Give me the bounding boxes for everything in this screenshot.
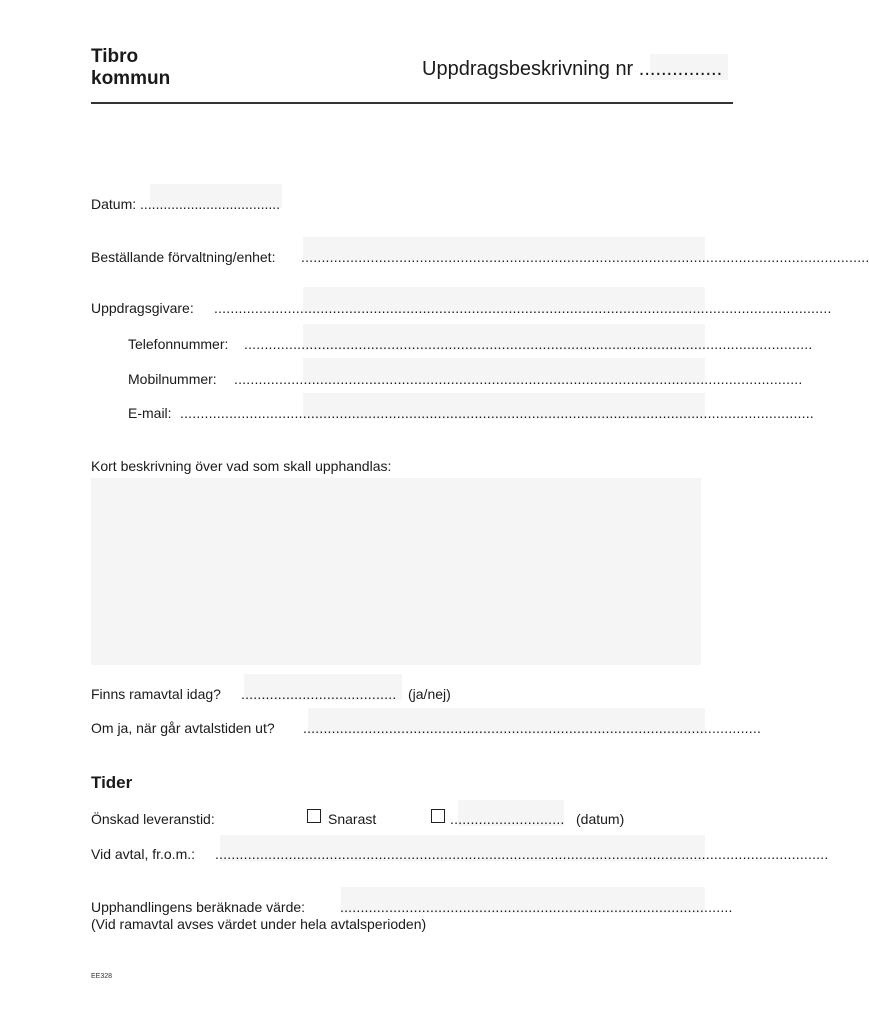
email-dots: ........................................................................................................................................................... <box>180 405 814 421</box>
telefon-label: Telefonnummer: <box>128 336 229 352</box>
datum-label: Datum: .................................... <box>91 196 281 212</box>
ramavtal-dots: ...................................... <box>241 686 397 702</box>
avtalstid-dots: ................................................................................................................ <box>303 720 762 736</box>
snarast-checkbox[interactable] <box>307 809 321 823</box>
varde-note: (Vid ramavtal avses värdet under hela avtalsperioden) <box>91 916 427 932</box>
mobil-label: Mobilnummer: <box>128 371 217 387</box>
beskrivning-textarea[interactable] <box>91 478 701 665</box>
datum-checkbox[interactable] <box>431 809 445 823</box>
header-divider <box>91 102 733 104</box>
forvaltning-label: Beställande förvaltning/enhet: <box>91 249 276 265</box>
ramavtal-label: Finns ramavtal idag? <box>91 686 221 702</box>
leveranstid-label: Önskad leveranstid: <box>91 811 215 827</box>
uppdragsgivare-label: Uppdragsgivare: <box>91 300 194 316</box>
telefon-dots: ........................................................................................................................................... <box>244 336 813 352</box>
vid-avtal-label: Vid avtal, fr.o.m.: <box>91 846 196 862</box>
leveransdatum-suffix: (datum) <box>576 811 625 827</box>
varde-label: Upphandlingens beräknade värde: <box>91 899 306 915</box>
ramavtal-suffix: (ja/nej) <box>408 686 451 702</box>
mobil-dots: ........................................................................................................................................... <box>234 371 803 387</box>
avtalstid-label: Om ja, när går avtalstiden ut? <box>91 720 275 736</box>
tider-heading: Tider <box>91 773 133 792</box>
uppdragsgivare-dots: ....................................................................................................................................................... <box>214 300 832 316</box>
organization-name <box>91 46 170 90</box>
organization-name-line1: Tibro <box>91 46 139 67</box>
forvaltning-dots: ........................................................................................................................................... <box>301 249 869 265</box>
beskrivning-label: Kort beskrivning över vad som skall upphandlas: <box>91 458 392 474</box>
email-label: E-mail: <box>128 405 172 421</box>
document-title: Uppdragsbeskrivning nr ............... <box>422 58 723 80</box>
form-code: EE328 <box>91 973 113 980</box>
vid-avtal-dots: ...................................................................................................................................................... <box>215 846 829 862</box>
varde-dots: ................................................................................................ <box>340 899 733 915</box>
snarast-label: Snarast <box>328 811 377 827</box>
organization-name-line2: kommun <box>91 68 171 89</box>
leveransdatum-dots: ............................ <box>450 811 565 827</box>
